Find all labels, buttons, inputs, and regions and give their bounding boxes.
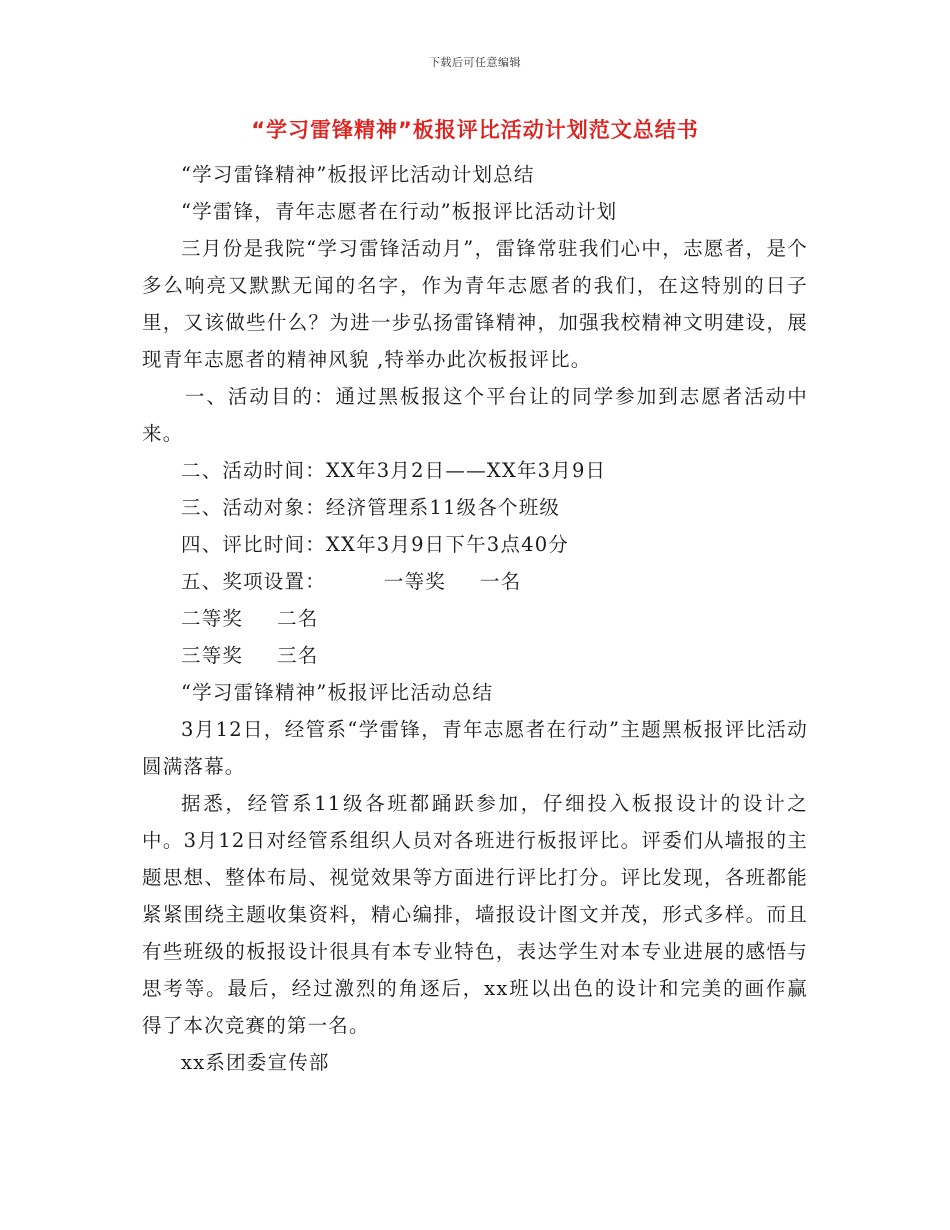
third-prize-row [142,637,808,674]
first-prize-count: 一名 [480,570,522,593]
third-prize: 三等奖 [181,644,244,667]
first-prize: 一等奖 [383,570,447,593]
subtitle-plan: “学雷锋，青年志愿者在行动”板报评比活动计划 [181,200,618,223]
summary-title: “学习雷锋精神”板报评比活动总结 [181,681,494,704]
item-time: 二、活动时间：XX年3月2日——XX年3月9日 [181,459,607,482]
item-judging-time: 四、评比时间：XX年3月9日下午3点40分 [181,533,569,556]
item-target: 三、活动对象：经济管理系11级各个班级 [181,496,561,519]
intro-paragraph: 三月份是我院“学习雷锋活动月”，雷锋常驻我们心中，志愿者，是个多么响亮又默默无闻的名字，作为青年志愿者的我们，在这特别的日子里，又该做些什么？为进一步弘扬雷锋精神，加强我校精神文明建设，展现青年志愿者的精神风貌 ,特举办此次板报评比。 [142,237,808,371]
third-prize-count: 三名 [277,644,319,667]
signature: xx系团委宣传部 [181,1051,330,1074]
awards-label: 五、奖项设置： [181,570,326,593]
subtitle-plan-summary: “学习雷锋精神”板报评比活动计划总结 [181,163,535,186]
second-prize-count: 二名 [277,607,319,630]
document-title: “学习雷锋精神”板报评比活动计划范文总结书 [251,118,699,142]
header-note: 下载后可任意编辑 [429,56,521,69]
summary-paragraph-2: 据悉，经管系11级各班都踊跃参加，仔细投入板报设计的设计之中。3月12日对经管系组织人员对各班进行板报评比。评委们从墙报的主题思想、整体布局、视觉效果等方面进行评比打分。评比发现，各班都能紧紧围绕主题收集资料，精心编排，墙报设计图文并茂，形式多样。而且有些班级的板报设计很具有本专业特色，表达学生对本专业进展的感悟与思考等。最后，经过激烈的角逐后，xx班以出色的设计和完美的画作赢得了本次竞赛的第一名。 [142,792,808,1037]
second-prize-row [142,600,808,637]
summary-paragraph-1: 3月12日，经管系“学雷锋，青年志愿者在行动”主题黑板报评比活动圆满落幕。 [142,718,808,778]
item-awards [142,563,808,600]
second-prize: 二等奖 [181,607,244,630]
document-body [142,156,808,1081]
item-purpose: 一、活动目的：通过黑板报这个平台让的同学参加到志愿者活动中来。 [142,385,808,445]
